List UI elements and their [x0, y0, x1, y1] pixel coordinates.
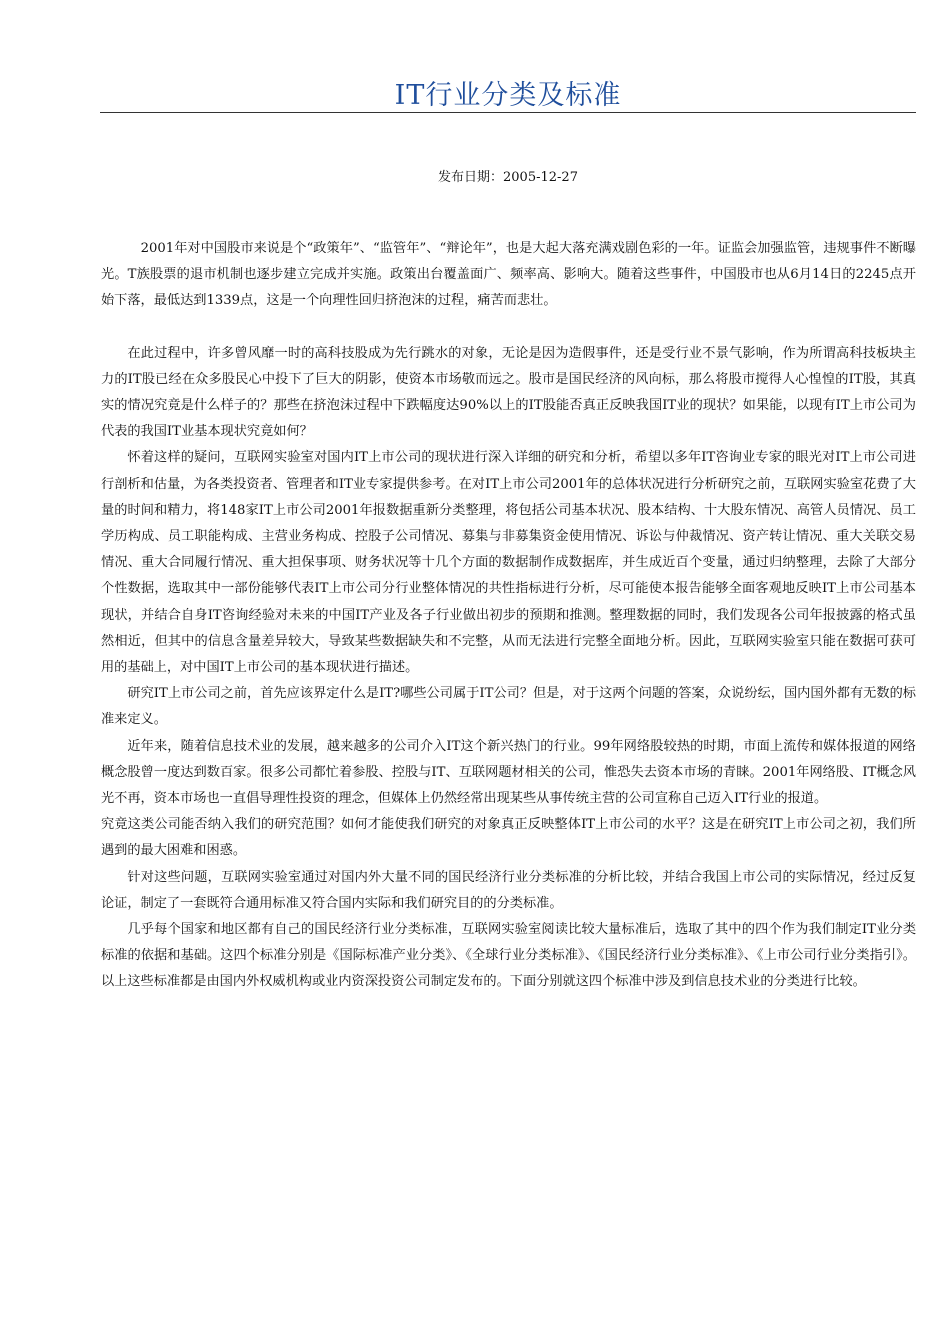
paragraph: 怀着这样的疑问，互联网实验室对国内IT上市公司的现状进行深入详细的研究和分析，希望以多年IT咨询业专家的眼光对IT上市公司进行剖析和估量，为各类投资者、管理者和IT业专家提供参考。在对IT上市公司2001年的总体状况进行分析研究之前，互联网实验室花费了大量的时间和精力，将148家IT上市公司2001年报数据重新分类整理，将包括公司基本状况、股本结构、十大股东情况、高管人员情况、员工学历构成、员工职能构成、主营业务构成、控股子公司情况、募集与非募集资金使用情况、诉讼与仲裁情况、资产转让情况、重大关联交易情况、重大合同履行情况、重大担保事项、财务状况等十几个方面的数据制作成数据库，并生成近百个变量，通过归纳整理，去除了大部分个性数据，选取其中一部份能够代表IT上市公司分行业整体情况的共性指标进行分析，尽可能使本报告能够全面客观地反映IT上市公司基本现状，并结合自身IT咨询经验对未来的中国IT产业及各子行业做出初步的预期和推测。整理数据的同时，我们发现各公司年报披露的格式虽然相近，但其中的信息含量差异较大，导致某些数据缺失和不完整，从而无法进行完整全面地分析。因此，互联网实验室只能在数据可获可用的基础上，对中国IT上市公司的基本现状进行描述。 [101, 450, 916, 676]
paragraph: 研究IT上市公司之前，首先应该界定什么是IT?哪些公司属于IT公司？但是，对于这两个问题的答案，众说纷纭，国内国外都有无数的标准来定义。 [101, 686, 916, 728]
title-divider [100, 112, 916, 113]
paragraph-gap [101, 315, 916, 341]
document-title: IT行业分类及标准 [394, 80, 622, 111]
publish-date: 发布日期：2005-12-27 [438, 170, 578, 185]
paragraph: 究竟这类公司能否纳入我们的研究范围？如何才能使我们研究的对象真正反映整体IT上市公司的水平？这是在研究IT上市公司之初，我们所遇到的最大困难和困惑。 [101, 817, 916, 859]
document-body [101, 236, 916, 996]
paragraph: 针对这些问题，互联网实验室通过对国内外大量不同的国民经济行业分类标准的分析比较，并结合我国上市公司的实际情况，经过反复论证，制定了一套既符合通用标准又符合国内实际和我们研究目的的分类标准。 [101, 869, 916, 911]
paragraph: 在此过程中，许多曾风靡一时的高科技股成为先行跳水的对象，无论是因为造假事件，还是受行业不景气影响，作为所谓高科技板块主力的IT股已经在众多股民心中投下了巨大的阴影，使资本市场敬而远之。股市是国民经济的风向标，那么将股市搅得人心惶惶的IT股，其真实的情况究竟是什么样子的？那些在挤泡沫过程中下跌幅度达90%以上的IT股能否真正反映我国IT业的现状？如果能，以现有IT上市公司为代表的我国IT业基本现状究竟如何？ [101, 345, 916, 440]
paragraph: 近年来，随着信息技术业的发展，越来越多的公司介入IT这个新兴热门的行业。99年网络股较热的时期，市面上流传和媒体报道的网络概念股曾一度达到数百家。很多公司都忙着参股、控股与IT、互联网题材相关的公司，惟恐失去资本市场的青睐。2001年网络股、IT概念风光不再，资本市场也一直倡导理性投资的理念，但媒体上仍然经常出现某些从事传统主营的公司宣称自己迈入IT行业的报道。 [101, 738, 916, 807]
paragraph: 2001年对中国股市来说是个“政策年”、“监管年”、“辩论年”，也是大起大落充满戏剧色彩的一年。证监会加强监管，违规事件不断曝光。T族股票的退市机制也逐步建立完成并实施。政策出台覆盖面广、频率高、影响大。随着这些事件，中国股市也从6月14日的2245点开始下落，最低达到1339点，这是一个向理性回归挤泡沫的过程，痛苦而悲壮。 [101, 241, 916, 309]
paragraph: 几乎每个国家和地区都有自己的国民经济行业分类标准，互联网实验室阅读比较大量标准后，选取了其中的四个作为我们制定IT业分类标准的依据和基础。这四个标准分别是《国际标准产业分类》、《全球行业分类标准》、《国民经济行业分类标准》、《上市公司行业分类指引》。以上这些标准都是由国内外权威机构或业内资深投资公司制定发布的。下面分别就这四个标准中涉及到信息技术业的分类进行比较。 [101, 922, 916, 990]
